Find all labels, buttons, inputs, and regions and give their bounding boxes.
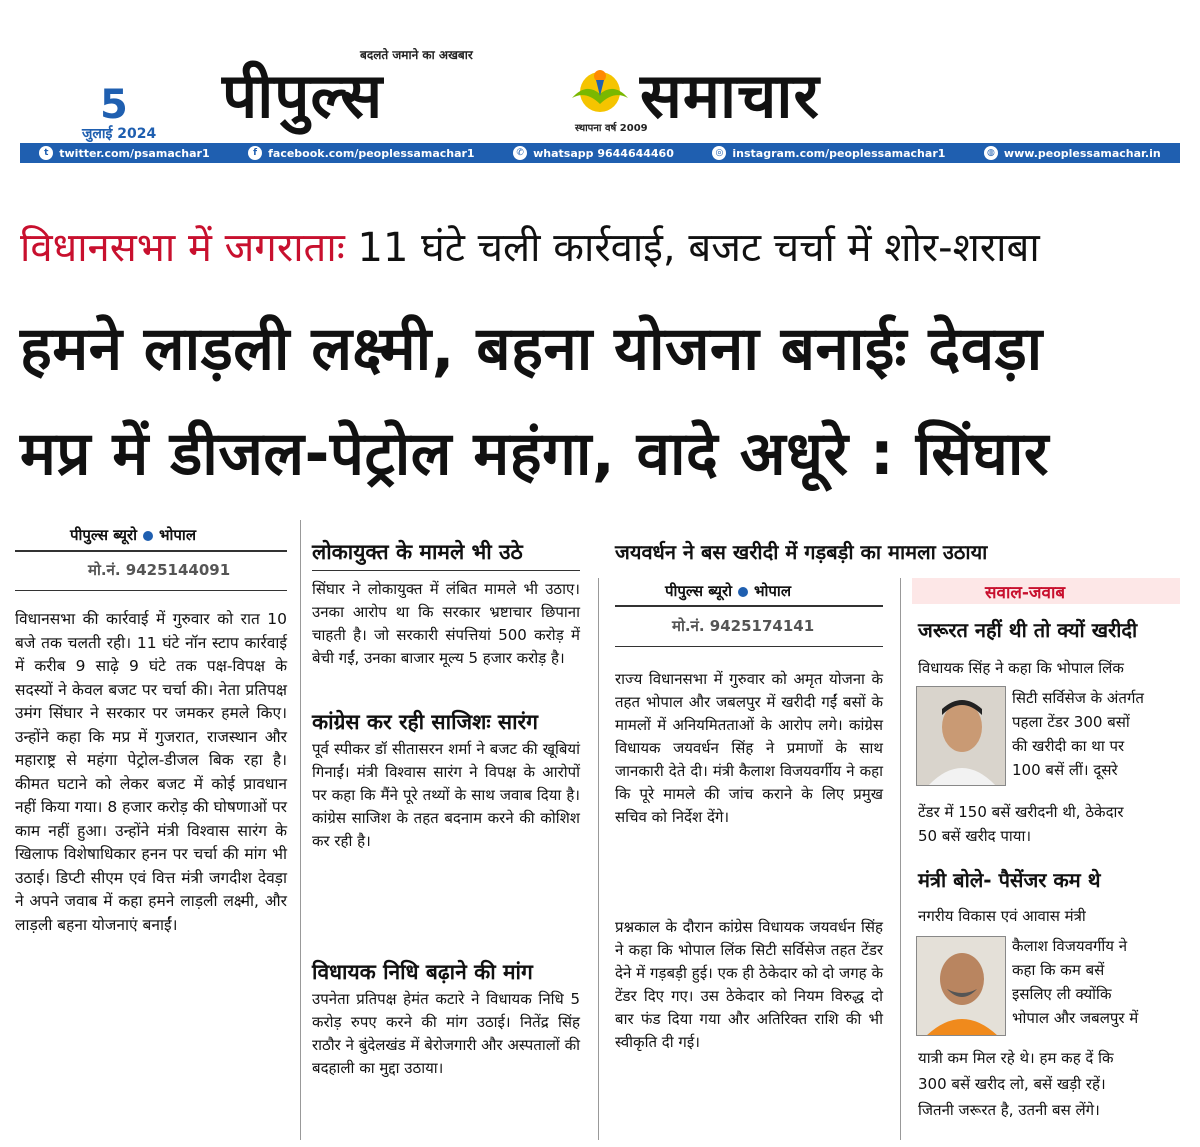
social-text: instagram.com/peoplessamachar1 xyxy=(732,146,946,160)
col2-para1: सिंघार ने लोकायुक्त में लंबित मामले भी उठाए। उनका आरोप था कि सरकार भ्रष्टाचार छिपाना चाहती है। जो सरकारी संपत्तियां 500 करोड़ में बेची गईं, उनका बाजार मूल्य 5 हजार करोड़ है। xyxy=(312,580,580,667)
qa-line: नगरीय विकास एवं आवास मंत्री xyxy=(918,907,1086,925)
kicker-black: 11 घंटे चली कार्रवाई, बजट चर्चा में शोर-शराबा xyxy=(357,225,1040,271)
qa-side-line: 100 बसें लीं। दूसरे xyxy=(1012,761,1118,779)
social-whatsapp[interactable] xyxy=(513,146,674,160)
qa-side-line: भोपाल और जबलपुर में xyxy=(1012,1009,1139,1027)
social-instagram[interactable] xyxy=(712,146,945,160)
divider xyxy=(615,646,883,647)
col1-byline-block xyxy=(70,524,290,547)
mobile-number: मो.नं. 9425144091 xyxy=(88,561,231,579)
social-twitter[interactable] xyxy=(39,146,209,160)
newspaper-title-right: समाचार xyxy=(640,59,820,132)
newspaper-title-left: पीपुल्स xyxy=(222,59,384,132)
masthead xyxy=(0,0,1200,145)
byline xyxy=(70,524,290,547)
globe-icon: ◍ xyxy=(984,146,998,160)
social-text: whatsapp 9644644460 xyxy=(533,146,674,160)
byline-dot xyxy=(143,531,153,541)
main-headline-2: मप्र में डीजल-पेट्रोल महंगा, वादे अधूरे : सिंघार xyxy=(20,419,1049,489)
qa-line: टेंडर में 150 बसें खरीदनी थी, ठेकेदार xyxy=(918,803,1124,821)
qa-title-1: जरूरत नहीं थी तो क्यों खरीदी xyxy=(918,618,1138,642)
logo-icon xyxy=(566,60,634,120)
byline xyxy=(665,580,885,603)
divider xyxy=(15,590,287,591)
col2-para3: उपनेता प्रतिपक्ष हेमंत कटारे ने विधायक निधि 5 करोड़ रुपए करने की मांग उठाई। नितेंद्र सिंह राठौर ने बुंदेलखंड में बेरोजगारी और अस्पतालों की बदहाली का मुद्दा उठाया। xyxy=(312,990,580,1077)
date-month: जुलाई 2024 xyxy=(82,126,157,142)
column-divider xyxy=(598,578,599,1140)
qa-line: 50 बसें खरीद पाया। xyxy=(918,827,1032,845)
kicker-headline xyxy=(20,218,1180,273)
divider xyxy=(615,605,883,607)
established-year: स्थापना वर्ष 2009 xyxy=(575,123,648,134)
qa-line: विधायक सिंह ने कहा कि भोपाल लिंक xyxy=(918,659,1124,677)
qa-side-line: पहला टेंडर 300 बसों xyxy=(1012,713,1130,731)
column-divider xyxy=(900,578,901,1140)
tagline: बदलते जमाने का अखबार xyxy=(360,48,473,62)
col3-para1: राज्य विधानसभा में गुरुवार को अमृत योजना के तहत भोपाल और जबलपुर में खरीदी गईं बसों के मामलों में अनियमितताओं के आरोप लगे। कांग्रेस विधायक जयवर्धन सिंह ने प्रमाणों के साथ जानकारी देते दी। मंत्री कैलाश विजयवर्गीय ने कहा कि पूरे मामले की जांच कराने के लिए प्रमुख सचिव को निर्देश देंगे। xyxy=(615,670,883,826)
qa-line: 300 बसें खरीद लो, बसें खड़ी रहें। xyxy=(918,1075,1106,1093)
instagram-icon: ◎ xyxy=(712,146,726,160)
subhead-vidhayak-nidhi: विधायक निधि बढ़ाने की मांग xyxy=(312,960,533,984)
byline-dot xyxy=(738,587,748,597)
mobile-number: मो.नं. 9425174141 xyxy=(672,617,815,635)
twitter-icon: t xyxy=(39,146,53,160)
divider xyxy=(312,570,580,571)
col1-body: विधानसभा की कार्रवाई में गुरुवार को रात 10 बजे तक चलती रही। 11 घंटे नॉन स्टाप कार्रवाई में करीब 9 साढ़े 9 घंटे तक पक्ष-विपक्ष के सदस्यों ने केवल बजट पर चर्चा की। नेता प्रतिपक्ष उमंग सिंघार ने सरकार पर जमकर हमले किए। उन्होंने कहा कि मप्र में गुजरात, राजस्थान और महाराष्ट्र से महंगा पेट्रोल-डीजल बिक रहा है। कीमत घटाने को लेकर बजट में कोई प्रावधान नहीं किया गया। 8 हजार करोड़ की घोषणाओं पर काम नहीं हुआ। उन्होंने मंत्री विश्वास सारंग के खिलाफ विशेषाधिकार हनन पर चर्चा की मांग भी उठाई। डिप्टी सीएम एवं वित्त मंत्री जगदीश देवड़ा ने अपने जवाब में कहा हमने लाड़ली लक्ष्मी, और लाड़ली बहना योजनाएं बनाईं। xyxy=(15,610,287,934)
subhead-sarang: कांग्रेस कर रही साजिशः सारंग xyxy=(312,710,538,734)
byline-name: पीपुल्स ब्यूरो xyxy=(665,582,732,600)
social-text: www.peoplessamachar.in xyxy=(1003,146,1161,160)
main-headline-1: हमने लाड़ली लक्ष्मी, बहना योजना बनाईः देवड़ा xyxy=(20,314,1043,384)
social-facebook[interactable] xyxy=(248,146,474,160)
photo-jaivardhan xyxy=(916,686,1006,786)
qa-label: सवाल-जवाब xyxy=(985,583,1066,603)
qa-side-line: सिटी सर्विसेज के अंतर्गत xyxy=(1012,689,1144,707)
col3-byline-block xyxy=(665,580,885,603)
column-divider xyxy=(300,520,301,1140)
qa-title-2: मंत्री बोले- पैसेंजर कम थे xyxy=(918,868,1101,892)
date-day: 5 xyxy=(100,82,128,128)
whatsapp-icon: ✆ xyxy=(513,146,527,160)
social-website[interactable] xyxy=(984,146,1161,160)
qa-side-line: की खरीदी का था पर xyxy=(1012,737,1125,755)
photo-kailash xyxy=(916,936,1006,1036)
byline-location: भोपाल xyxy=(158,526,196,544)
byline-name: पीपुल्स ब्यूरो xyxy=(70,526,137,544)
qa-side-line: कैलाश विजयवर्गीय ने xyxy=(1012,937,1128,955)
subhead-lokayukta: लोकायुक्त के मामले भी उठे xyxy=(312,540,523,564)
qa-line: यात्री कम मिल रहे थे। हम कह दें कि xyxy=(918,1049,1114,1067)
col2-para2: पूर्व स्पीकर डॉ सीतासरन शर्मा ने बजट की खूबियां गिनाईं। मंत्री विश्वास सारंग ने विपक्ष के आरोपों पर कहा कि मैंने पूरे तथ्यों के साथ जवाब दिया है। कांग्रेस साजिश के तहत बदनाम करने की कोशिश कर रही है। xyxy=(312,740,580,850)
qa-side-line: कहा कि कम बसें xyxy=(1012,961,1105,979)
facebook-icon: f xyxy=(248,146,262,160)
kicker-red: विधानसभा में जगराताः xyxy=(20,225,345,271)
divider xyxy=(15,550,287,552)
social-text: twitter.com/psamachar1 xyxy=(59,146,210,160)
social-bar xyxy=(20,143,1180,163)
qa-line: जितनी जरूरत है, उतनी बस लेंगे। xyxy=(918,1101,1100,1119)
col3-para2: प्रश्नकाल के दौरान कांग्रेस विधायक जयवर्धन सिंह ने कहा कि भोपाल लिंक सिटी सर्विसेज तहत टेंडर देने में गड़बड़ी हुई। एक ही ठेकेदार को दो जगह के टेंडर दिए गए। उस ठेकेदार को नियम विरुद्ध दो बार फंड दिया गया और अतिरिक्त राशि की भी स्वीकृति दी गई। xyxy=(615,918,883,1051)
social-text: facebook.com/peoplessamachar1 xyxy=(268,146,475,160)
col3-headline: जयवर्धन ने बस खरीदी में गड़बड़ी का मामला उठाया xyxy=(615,540,988,564)
qa-side-line: इसलिए ली क्योंकि xyxy=(1012,985,1112,1003)
byline-location: भोपाल xyxy=(753,582,791,600)
